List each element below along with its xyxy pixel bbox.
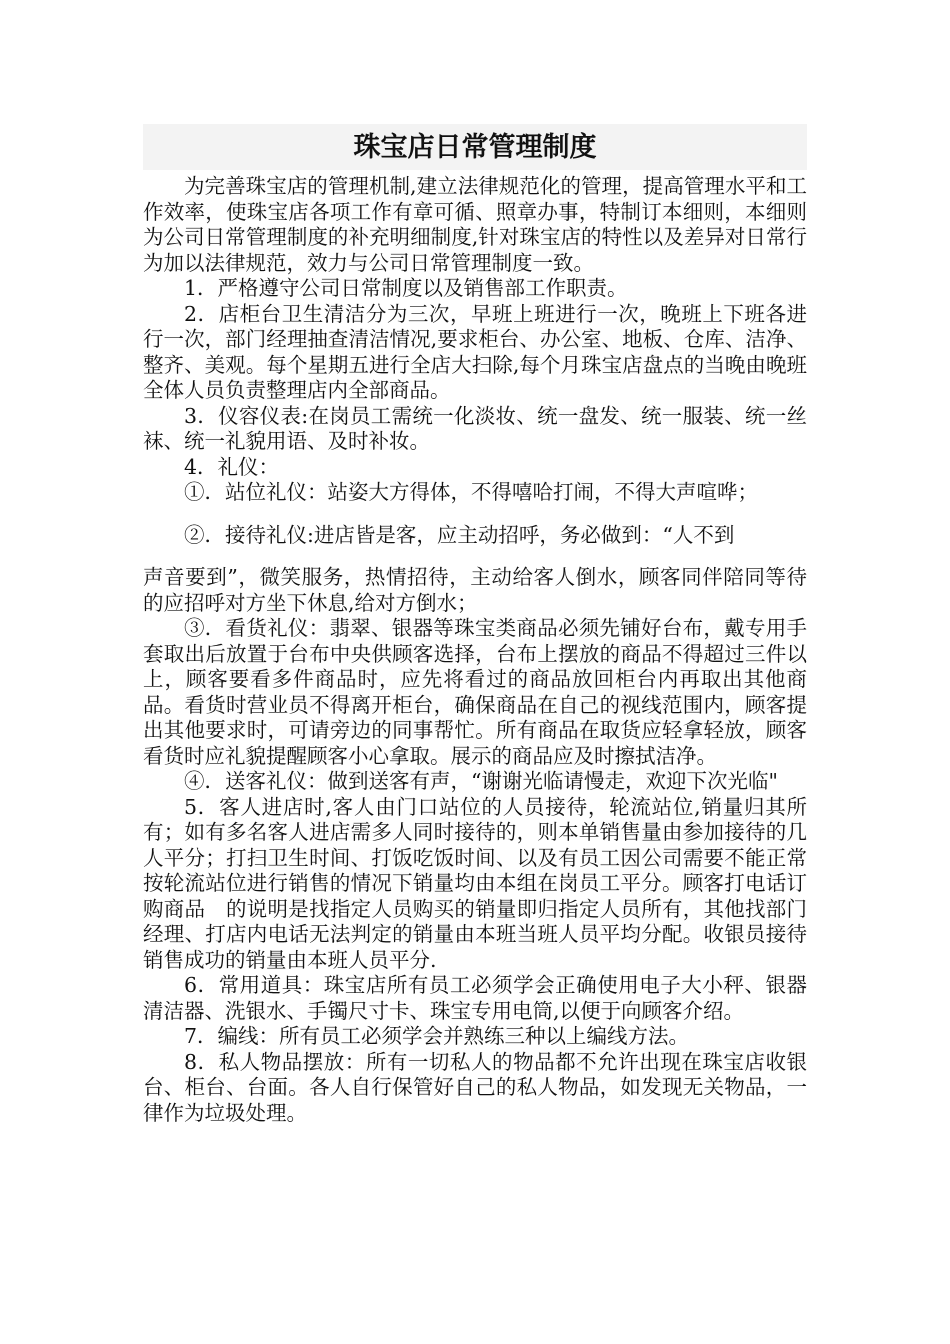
rule-2: 2．店柜台卫生清洁分为三次，早班上班进行一次，晚班上下班各进行一次，部门经理抽查清洁情况,要求柜台、办公室、地板、仓库、洁净、整齐、美观。每个星期五进行全店大扫除,每个月珠宝店盘点的当晚由晚班全体人员负责整理店内全部商品。 — [143, 301, 807, 402]
rule-8: 8．私人物品摆放：所有一切私人的物品都不允许出现在珠宝店收银台、柜台、台面。各人自行保管好自己的私人物品，如发现无关物品，一律作为垃圾处理。 — [143, 1049, 807, 1125]
document-title: 珠宝店日常管理制度 — [353, 132, 597, 163]
intro-paragraph: 为完善珠宝店的管理机制,建立法律规范化的管理，提高管理水平和工作效率，使珠宝店各项工作有章可循、照章办事，特制订本细则，本细则为公司日常管理制度的补充明细制度,针对珠宝店的特性以及差异对日常行为加以法律规范，效力与公司日常管理制度一致。 — [143, 174, 807, 275]
rule-5: 5．客人进店时,客人由门口站位的人员接待，轮流站位,销量归其所有；如有多名客人进店需多人同时接待的，则本单销售量由参加接待的几人平分；打扫卫生时间、打饭吃饭时间、以及有员工因公司需要不能正常按轮流站位进行销售的情况下销量均由本组在岗员工平分。顾客打电话订购商品 的说明是找指定人员购买的销量即归指定人员所有，其他找部门经理、打店内电话无法判定的销量由本班当班人员平均分配。收银员接待销售成功的销量由本班人员平分. — [143, 794, 807, 972]
rule-6: 6．常用道具：珠宝店所有员工必须学会正确使用电子大小秤、银器清洁器、洗银水、手镯尺寸卡、珠宝专用电筒,以便于向顾客介绍。 — [143, 973, 807, 1023]
rule-4-item-1: ①．站位礼仪：站姿大方得体，不得嘻哈打闹，不得大声喧哗； — [184, 480, 758, 504]
rule-4: 4．礼仪： — [184, 454, 280, 479]
document-body — [143, 174, 807, 1126]
rule-3: 3．仪容仪表:在岗员工需统一化淡妆、统一盘发、统一服装、统一丝袜、统一礼貌用语、及时补妆。 — [143, 403, 807, 453]
rule-4-item-4: ④．送客礼仪：做到送客有声，“谢谢光临请慢走，欢迎下次光临" — [184, 769, 778, 793]
rule-4-item-2-cont: 声音要到”，微笑服务，热情招待，主动给客人倒水，顾客同伴陪同等待的应招呼对方坐下休息,给对方倒水； — [143, 565, 807, 615]
rule-4-item-2-start: ②．接待礼仪:进店皆是客，应主动招呼，务必做到：“人不到 — [184, 522, 735, 547]
rule-1: 1．严格遵守公司日常制度以及销售部工作职责。 — [184, 276, 628, 300]
rule-7: 7．编线：所有员工必须学会并熟练三种以上编线方法。 — [184, 1024, 690, 1048]
rule-4-item-3: ③．看货礼仪：翡翠、银器等珠宝类商品必须先铺好台布，戴专用手套取出后放置于台布中央供顾客选择，台布上摆放的商品不得超过三件以上，顾客要看多件商品时，应先将看过的商品放回柜台内再取出其他商品。看货时营业员不得离开柜台，确保商品在自己的视线范围内，顾客提出其他要求时，可请旁边的同事帮忙。所有商品在取货应轻拿轻放，顾客看货时应礼貌提醒顾客小心拿取。展示的商品应及时擦拭洁净。 — [143, 616, 807, 768]
